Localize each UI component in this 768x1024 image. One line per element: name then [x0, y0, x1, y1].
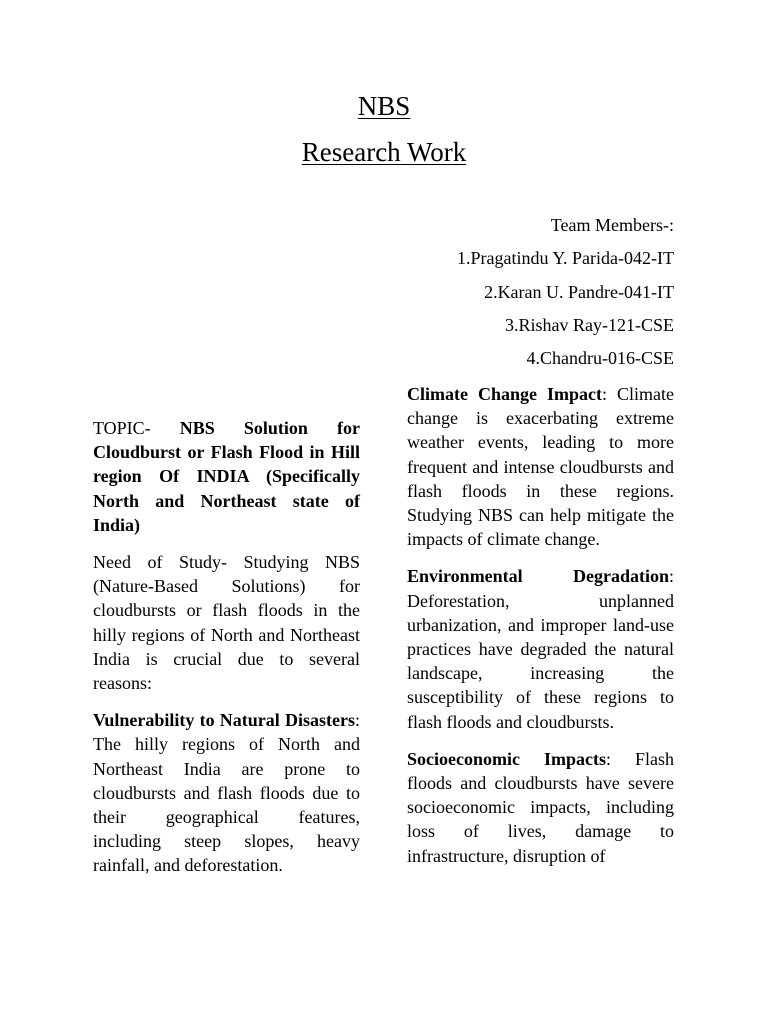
climate-text: : Climate change is exacerbating extreme weather events, leading to more frequent and intense cloudbursts and flash floods in these regions. Studying NBS can help mitigate the impacts of climate change. [407, 384, 674, 550]
right-column [407, 382, 674, 881]
environment-text: : Deforestation, unplanned urbanization, and improper land-use practices have degraded the natural landscape, increasing the susceptibility of these regions to flash floods and cloudbursts. [407, 566, 674, 732]
team-members-block [457, 209, 674, 375]
environment-heading: Environmental Degradation [407, 566, 669, 587]
document-title: NBS [357, 91, 411, 121]
team-member: 1.Pragatindu Y. Parida-042-IT [457, 248, 674, 269]
team-members-heading: Team Members-: [550, 215, 674, 235]
team-member: 2.Karan U. Pandre-041-IT [484, 281, 674, 302]
socioeconomic-text: : Flash floods and cloudbursts have severe socioeconomic impacts, including loss of lives, damage to infrastructure, disruption of [407, 748, 674, 866]
socioeconomic-heading: Socioeconomic Impacts [407, 748, 606, 769]
topic-title: NBS Solution for Cloudburst or Flash Flood in Hill region Of INDIA (Specifically North and Northeast state of India) [93, 418, 360, 535]
document-subtitle: Research Work [301, 137, 467, 167]
left-column [93, 416, 360, 891]
need-of-study-paragraph: Need of Study- Studying NBS (Nature-Based Solutions) for cloudbursts or flash floods in the hilly regions of North and Northeast India is crucial due to several reasons: [93, 552, 360, 694]
vulnerability-paragraph [93, 708, 360, 877]
climate-paragraph [407, 382, 674, 551]
climate-heading: Climate Change Impact [407, 384, 602, 404]
team-member: 3.Rishav Ray-121-CSE [505, 314, 674, 335]
vulnerability-heading: Vulnerability to Natural Disasters [93, 710, 355, 731]
vulnerability-text: : The hilly regions of North and Northeast India are prone to cloudbursts and flash floods due to their geographical features, including steep slopes, heavy rainfall, and deforestation. [93, 710, 360, 876]
topic-label: TOPIC- [93, 418, 180, 438]
socioeconomic-paragraph [407, 747, 674, 868]
topic-paragraph [93, 416, 360, 537]
team-member: 4.Chandru-016-CSE [526, 348, 674, 369]
environment-paragraph [407, 564, 674, 733]
